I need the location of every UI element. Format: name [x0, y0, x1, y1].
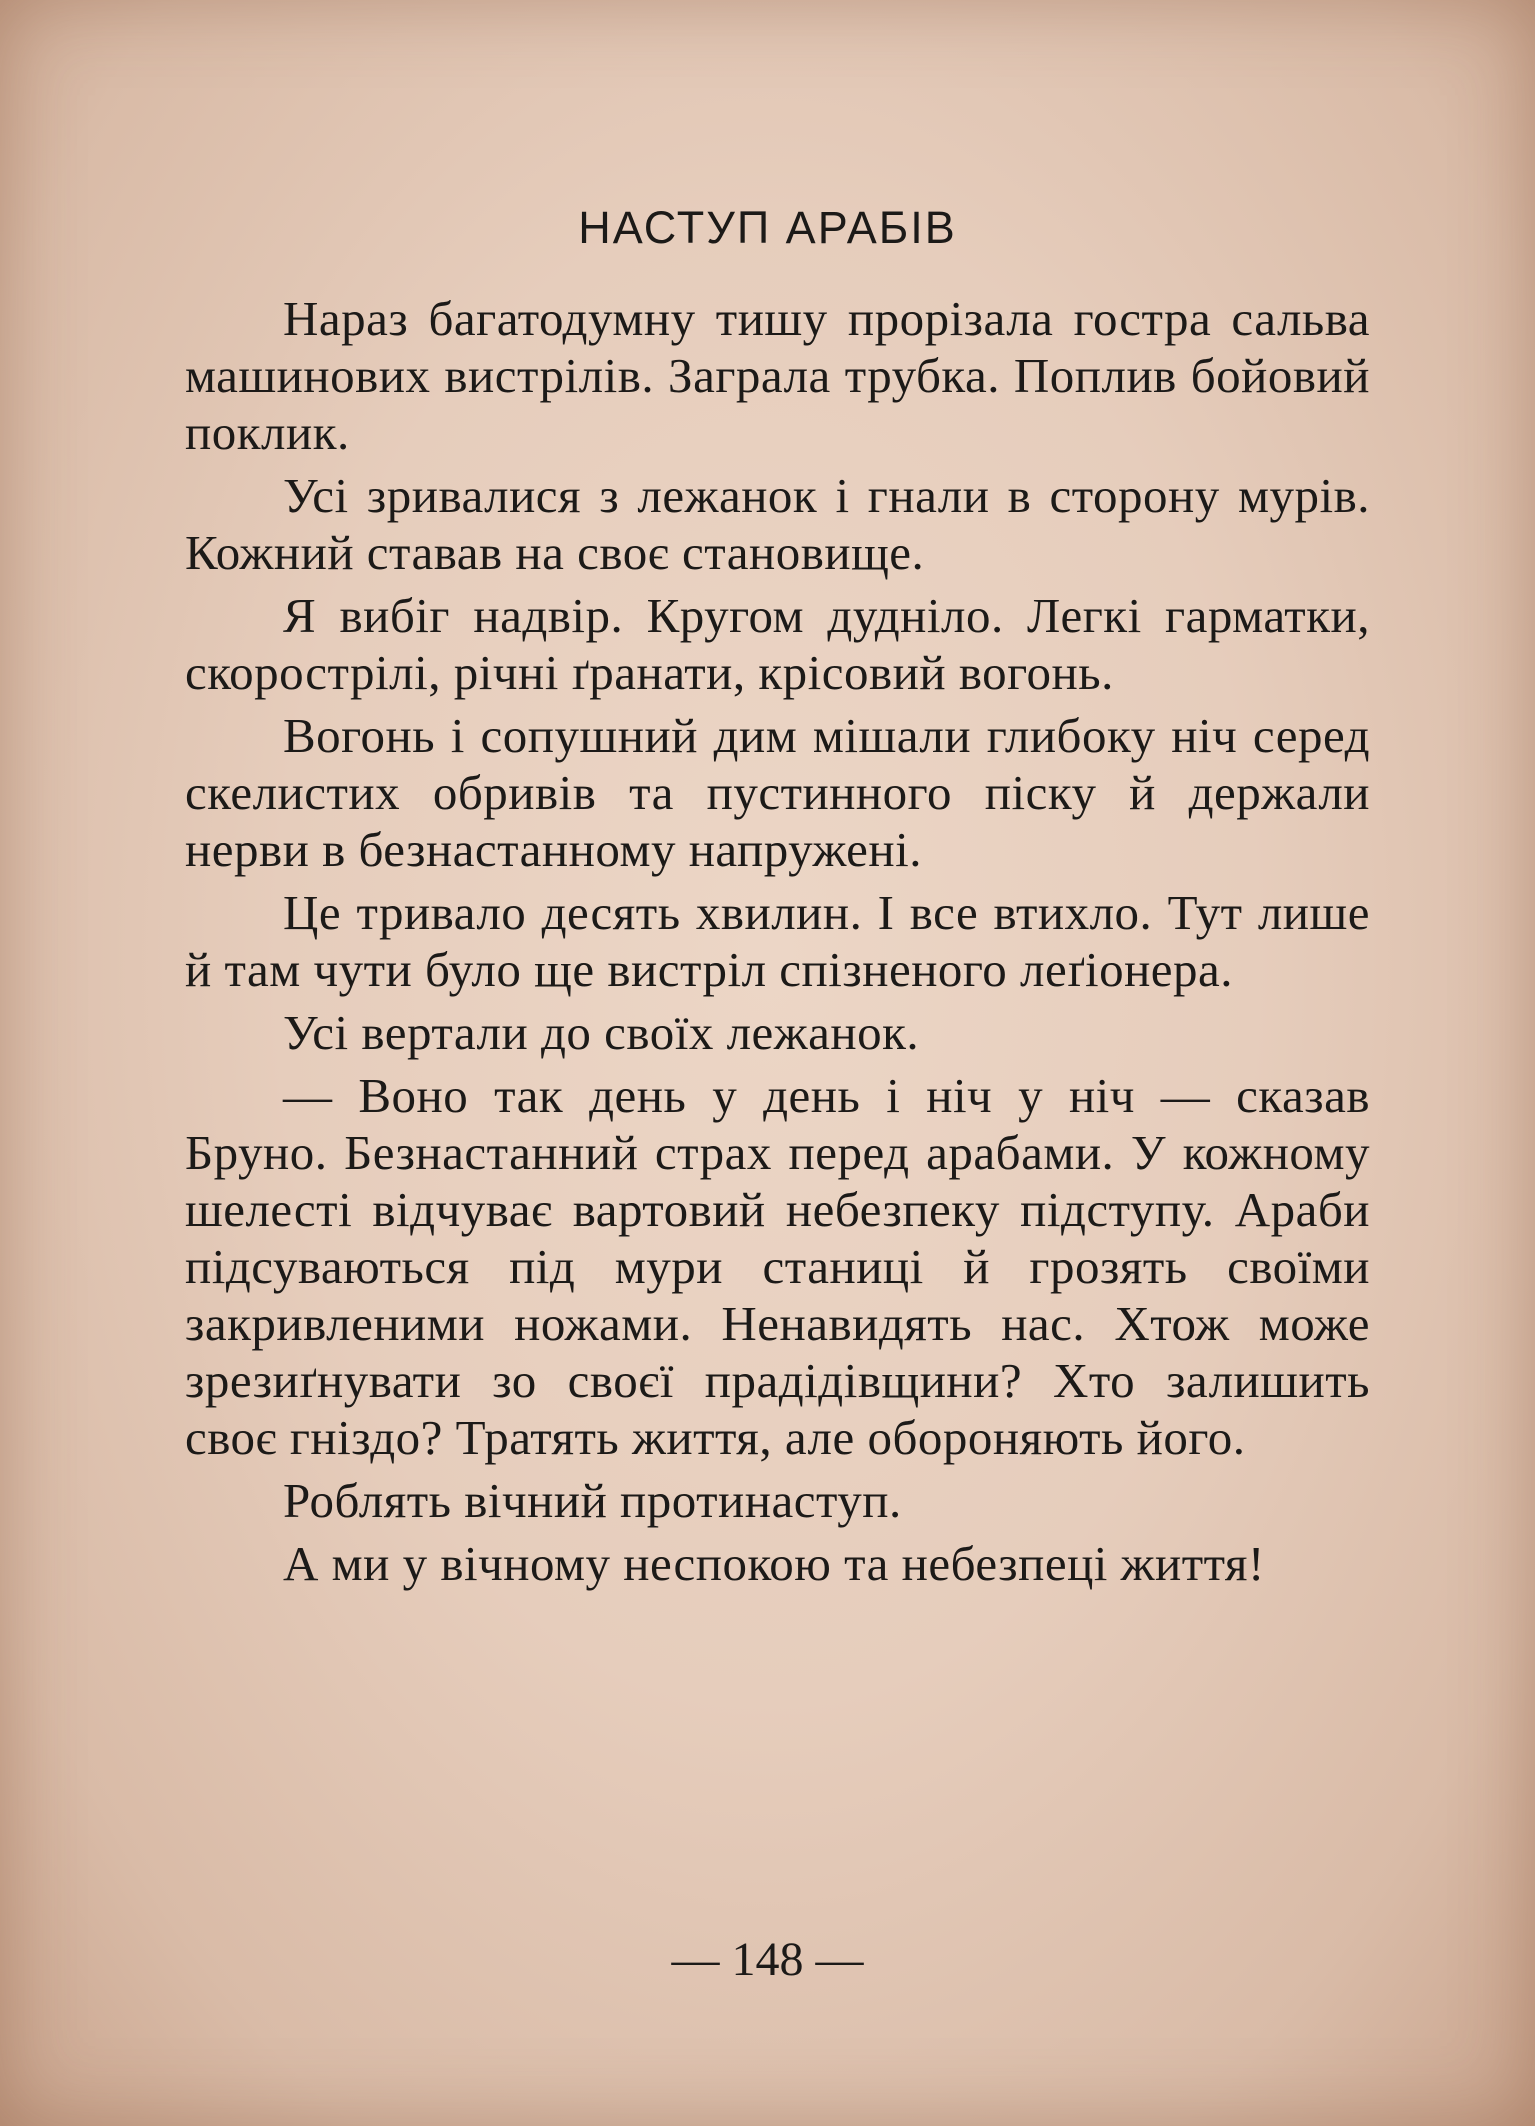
- paragraph: Я вибіг надвір. Кругом дудніло. Легкі гарматки, скорострілі, річні ґранати, крісовий вогонь.: [185, 588, 1370, 700]
- paragraph: Вогонь і сопушний дим мішали глибоку ніч серед скелистих обривів та пустинного піску й держали нерви в безнастанному напружені.: [185, 708, 1370, 877]
- paragraph: А ми у вічному неспокою та небезпеці життя!: [283, 1536, 1265, 1591]
- chapter-title: НАСТУП АРАБІВ: [578, 202, 957, 253]
- paragraph: — Воно так день у день і ніч у ніч — сказав Бруно. Безнастанний страх перед арабами. У кожному шелесті відчуває вартовий небезпеку підступу. Араби підсуваються під мури станиці й грозять своїми закривленими ножами. Ненавидять нас. Хтож може зрезиґнувати зо своєї прадідівщини? Хто залишить своє гніздо? Тратять життя, але обороняють його.: [185, 1068, 1370, 1465]
- page-number: — 148 —: [671, 1933, 864, 1986]
- paragraph: Усі зривалися з лежанок і гнали в сторону мурів. Кожний ставав на своє становище.: [185, 468, 1370, 580]
- paragraph: Усі вертали до своїх лежанок.: [283, 1005, 920, 1060]
- paragraph: Нараз багатодумну тишу прорізала гостра сальва машинових вистрілів. Заграла трубка. Поплив бойовий поклик.: [185, 291, 1370, 460]
- paragraph: Роблять вічний протинаступ.: [283, 1473, 902, 1528]
- chapter-body: [185, 290, 1370, 1598]
- paragraph: Це тривало десять хвилин. І все втихло. Тут лише й там чути було ще вистріл спізненого леґіонера.: [185, 885, 1370, 997]
